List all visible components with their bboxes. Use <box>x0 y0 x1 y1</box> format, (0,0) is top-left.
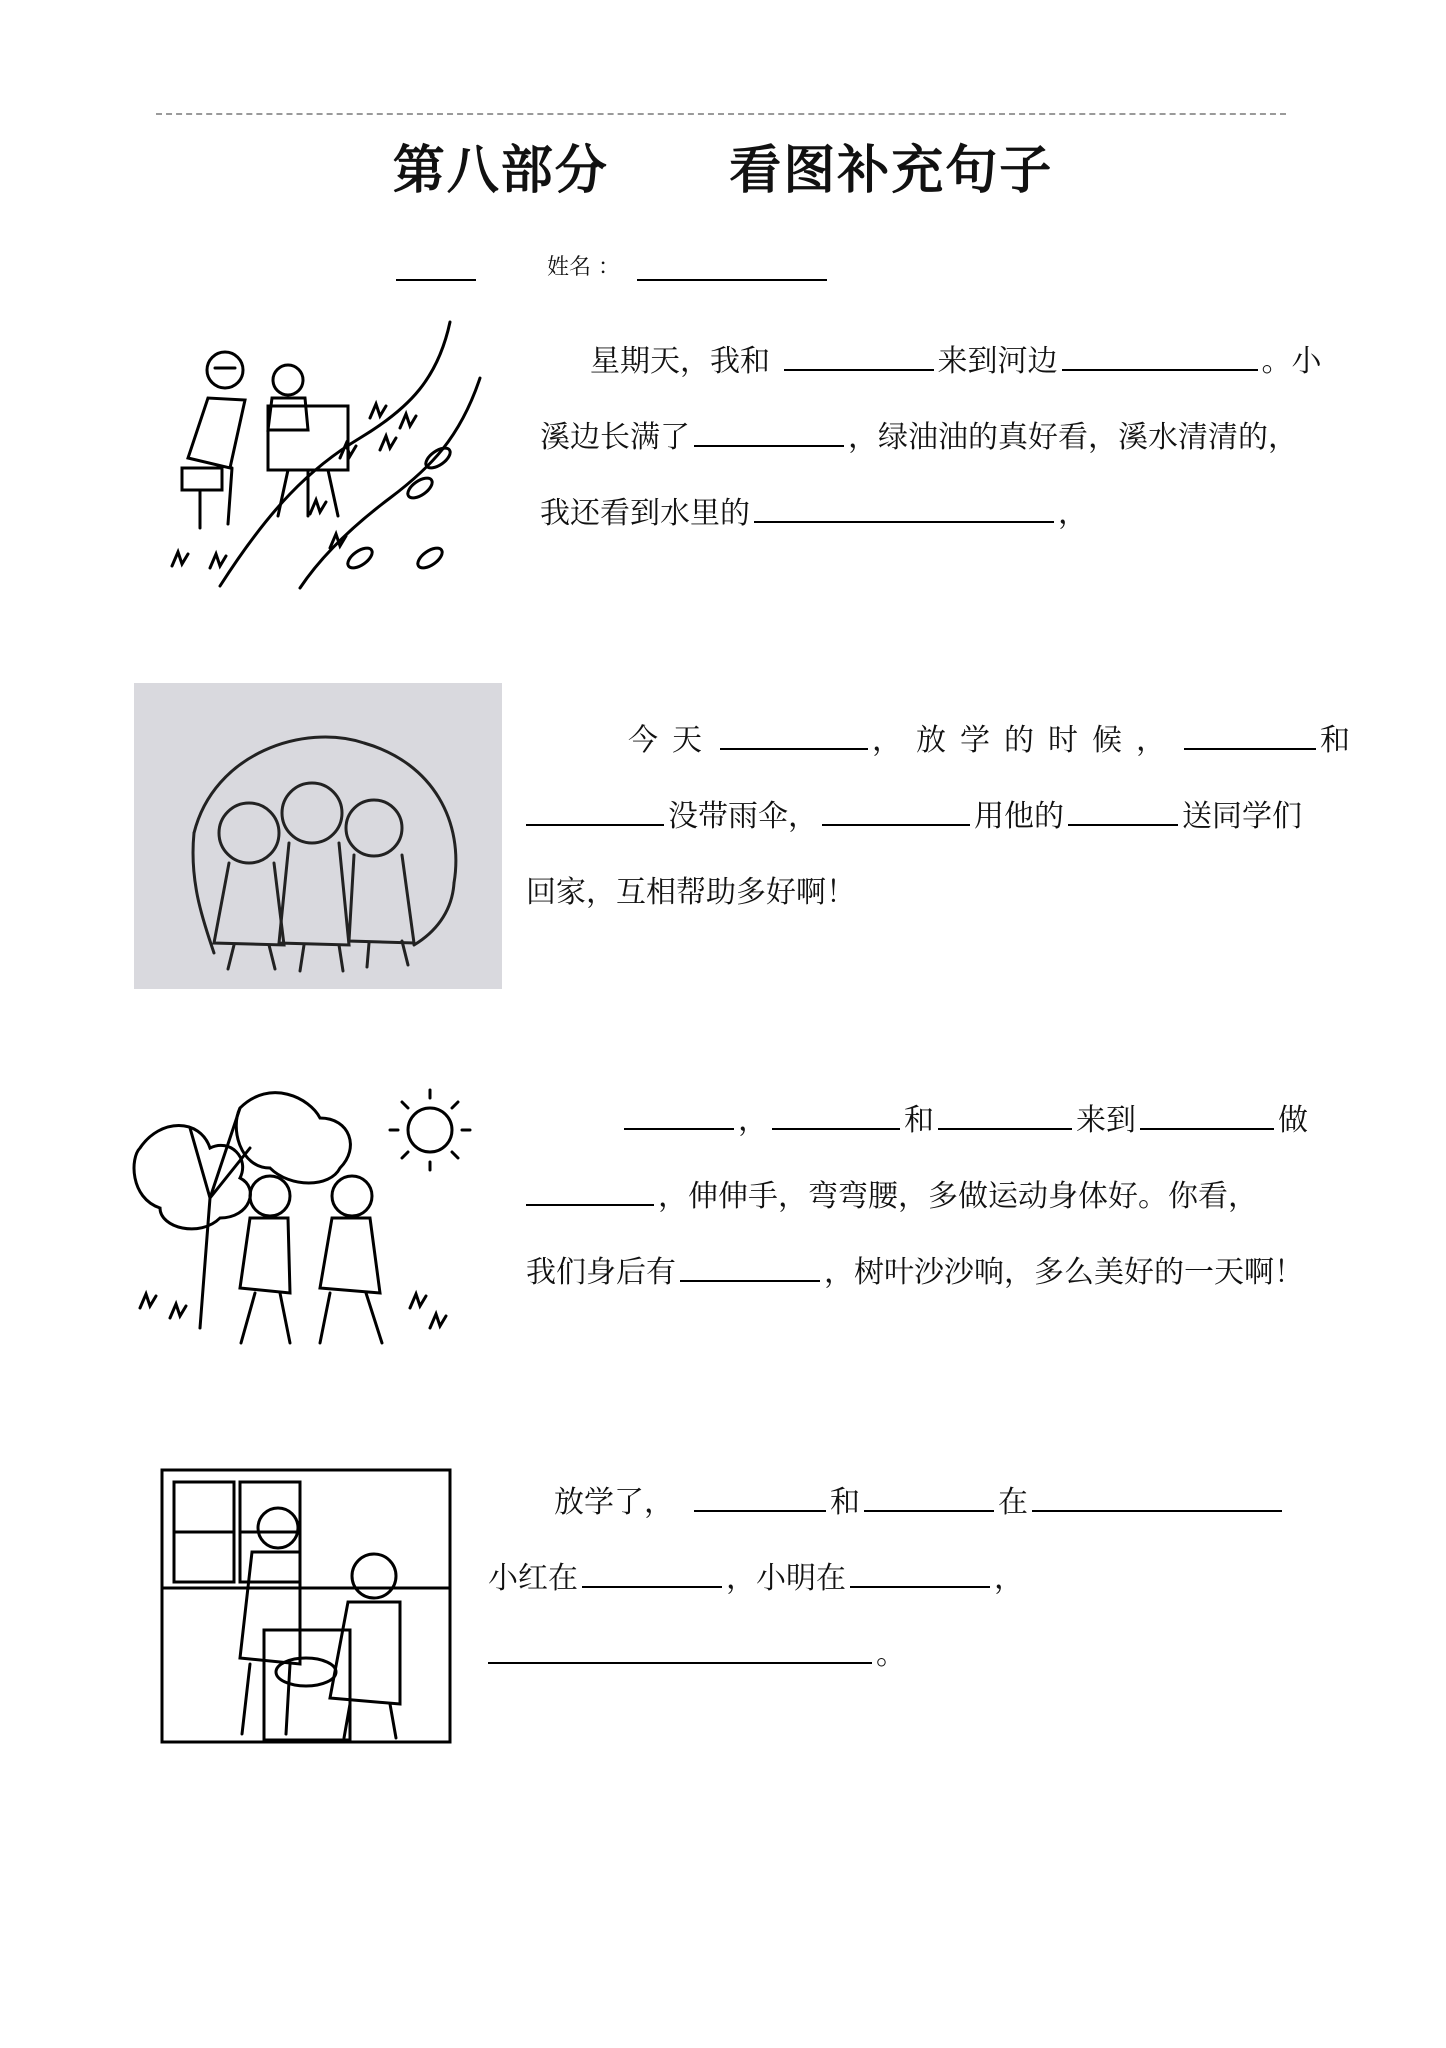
section4-text: ， <box>994 1561 1024 1596</box>
class-blank[interactable] <box>396 253 476 281</box>
answer-blank[interactable] <box>1140 1094 1274 1130</box>
section3-text: ，伸伸手，弯弯腰，多做运动身体好。你看， <box>658 1179 1258 1214</box>
section4-text: 放学了， <box>554 1485 674 1520</box>
section4-text: 。 <box>876 1637 906 1672</box>
section2-line1 <box>526 703 1362 779</box>
section3-text: ，树叶沙沙响，多么美好的一天啊！ <box>824 1255 1304 1290</box>
answer-blank[interactable] <box>624 1094 734 1130</box>
answer-blank[interactable] <box>1184 714 1316 750</box>
section3-text: 我们身后有 <box>526 1255 676 1290</box>
section4-paragraph <box>488 1465 1368 1693</box>
answer-blank[interactable] <box>754 487 1054 523</box>
section3-text: 和 <box>904 1103 934 1138</box>
section4-text: 和 <box>830 1485 860 1520</box>
answer-blank[interactable] <box>680 1246 820 1282</box>
page-title: 第八部分 看图补充句子 <box>392 141 1054 201</box>
section2-text: 和 <box>1320 723 1350 758</box>
answer-blank[interactable] <box>938 1094 1072 1130</box>
section3-paragraph <box>526 1083 1362 1311</box>
section4-text: 在 <box>998 1485 1028 1520</box>
section1-text: 星期天，我和 <box>590 344 770 379</box>
answer-blank[interactable] <box>1062 335 1258 371</box>
section1-line1 <box>540 324 1360 400</box>
answer-blank[interactable] <box>822 790 970 826</box>
answer-blank[interactable] <box>1068 790 1178 826</box>
name-label: 姓名 ： <box>547 255 620 280</box>
section2-text: ，放学的时候， <box>872 723 1180 758</box>
section3-text: 做 <box>1278 1103 1308 1138</box>
answer-blank[interactable] <box>1032 1476 1282 1512</box>
section3-line2 <box>526 1159 1362 1235</box>
section2-line2 <box>526 779 1362 855</box>
section1-paragraph <box>540 324 1360 552</box>
section2-text: 送同学们 <box>1182 799 1302 834</box>
section2-text: 用他的 <box>974 799 1064 834</box>
section4-text: 小红在 <box>488 1561 578 1596</box>
section4-text: ，小明在 <box>726 1561 846 1596</box>
answer-blank[interactable] <box>526 790 664 826</box>
answer-blank[interactable] <box>582 1552 722 1588</box>
section2-text: 没带雨伞， <box>668 799 818 834</box>
answer-blank[interactable] <box>784 335 934 371</box>
section4-line2 <box>488 1541 1368 1617</box>
section3-text: 来到 <box>1076 1103 1136 1138</box>
section3-line3 <box>526 1235 1362 1311</box>
header-divider <box>156 113 1286 115</box>
section1-text: ，绿油油的真好看，溪水清清的， <box>848 420 1298 455</box>
section4-line3 <box>488 1617 1368 1693</box>
answer-blank[interactable] <box>488 1628 872 1664</box>
section2-line3 <box>526 855 1362 931</box>
answer-blank[interactable] <box>864 1476 994 1512</box>
answer-blank[interactable] <box>526 1170 654 1206</box>
children-under-umbrella-illustration <box>134 683 502 989</box>
answer-blank[interactable] <box>850 1552 990 1588</box>
section1-line3 <box>540 476 1360 552</box>
section4-line1 <box>488 1465 1368 1541</box>
section2-text: 回家，互相帮助多好啊！ <box>526 875 856 910</box>
name-row <box>396 250 827 281</box>
section2-paragraph <box>526 703 1362 931</box>
section1-text: ， <box>1058 496 1088 531</box>
section2-text: 今天 <box>628 723 716 758</box>
river-drawing-illustration <box>160 318 500 590</box>
section3-text: ， <box>738 1103 768 1138</box>
children-exercising-under-tree-illustration <box>130 1088 474 1360</box>
section1-line2 <box>540 400 1360 476</box>
answer-blank[interactable] <box>694 411 844 447</box>
section1-text: 我还看到水里的 <box>540 496 750 531</box>
section1-text: 。小 <box>1261 344 1322 379</box>
section1-text: 来到河边 <box>937 344 1058 379</box>
name-blank[interactable] <box>637 253 827 281</box>
answer-blank[interactable] <box>720 714 868 750</box>
section1-text: 溪边长满了 <box>540 420 690 455</box>
answer-blank[interactable] <box>694 1476 826 1512</box>
children-cleaning-classroom-illustration <box>160 1468 452 1744</box>
section3-line1 <box>526 1083 1362 1159</box>
answer-blank[interactable] <box>772 1094 900 1130</box>
